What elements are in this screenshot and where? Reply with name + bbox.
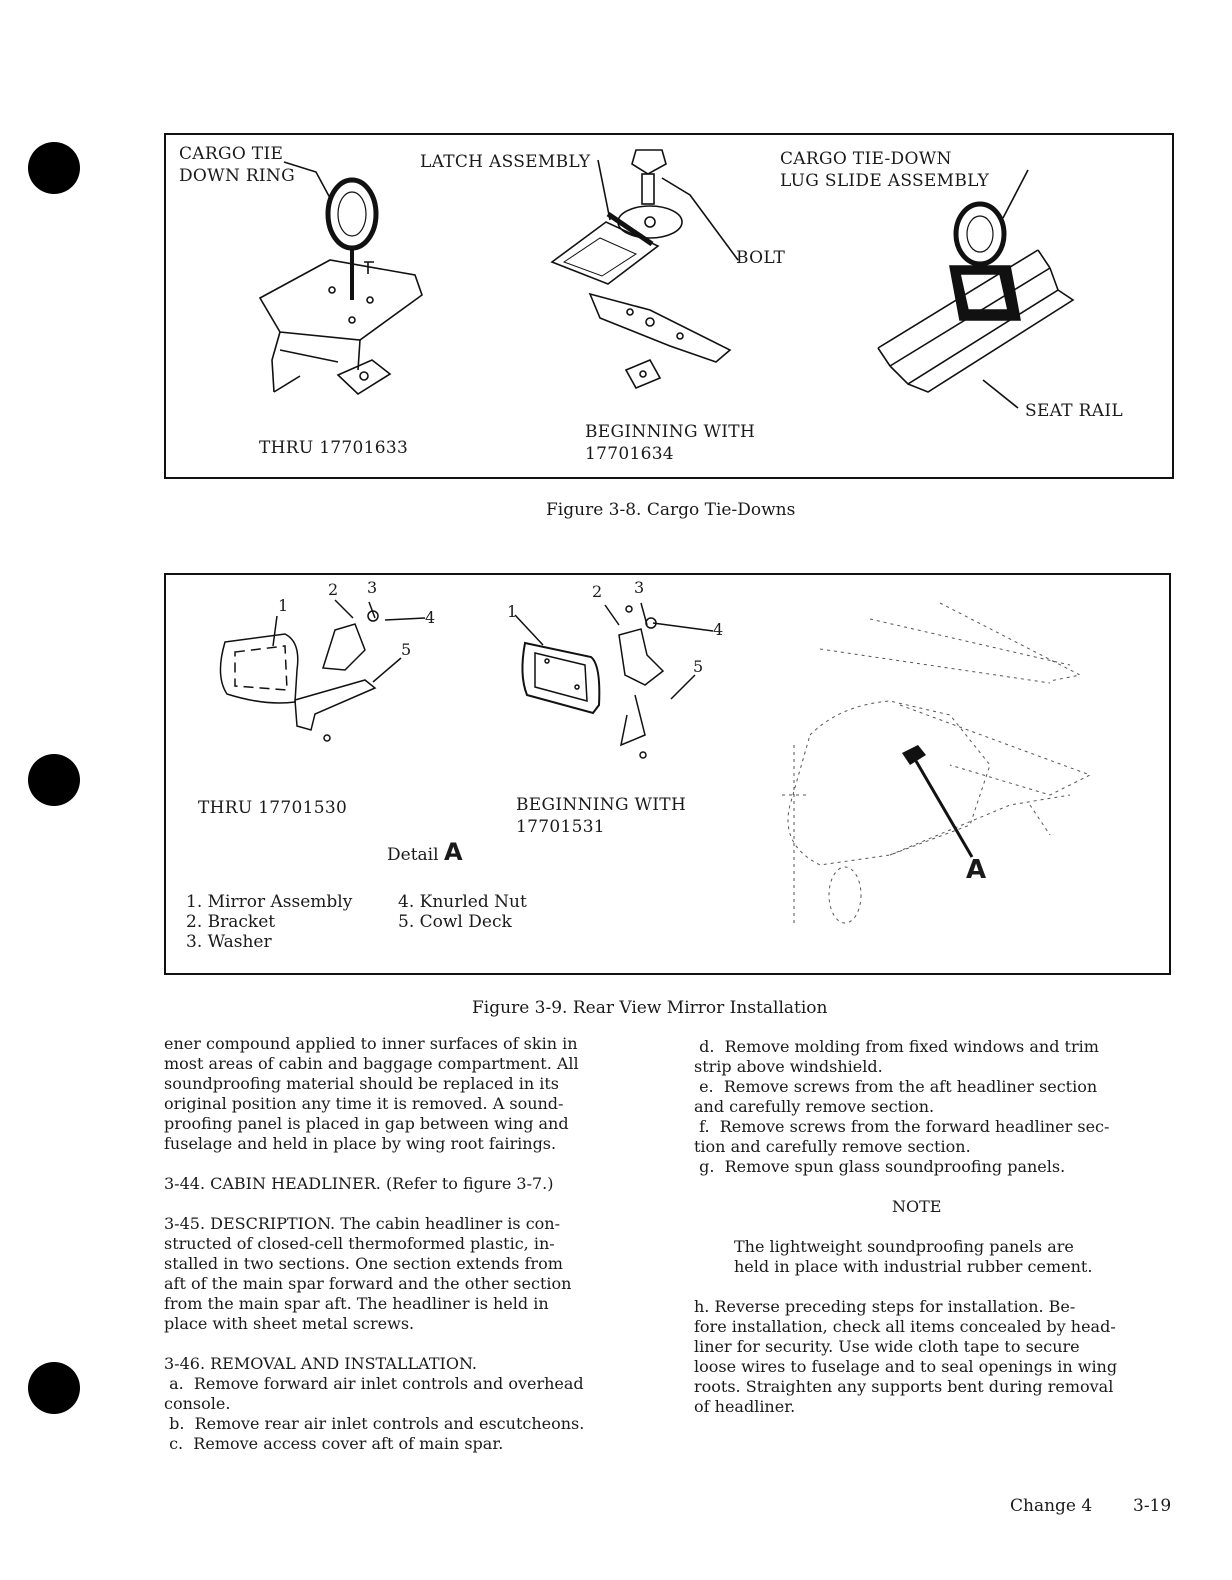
note-text-line-1: The lightweight soundproofing panels are xyxy=(734,1237,1074,1256)
legend-item-1: 1. Mirror Assembly xyxy=(186,892,353,912)
step-h-line-6: of headliner. xyxy=(694,1397,796,1416)
para-soundproofing-line-5: proofing panel is placed in gap between wing and xyxy=(164,1114,569,1133)
legend-column-2 xyxy=(398,892,527,932)
para-3-45-line-4: aft of the main spar forward and the other section xyxy=(164,1274,572,1293)
label-bolt: BOLT xyxy=(736,248,786,268)
step-a-line-1: a. Remove forward air inlet controls and overhead xyxy=(164,1374,584,1393)
step-d-line-1: d. Remove molding from fixed windows and trim xyxy=(694,1037,1099,1056)
label-thru-17701530: THRU 17701530 xyxy=(198,798,348,818)
legend-column-1 xyxy=(186,892,352,952)
label-beginning-17701531: BEGINNING WITH 17701531 xyxy=(516,795,687,837)
lug-slide-seat-rail-illustration xyxy=(868,170,1088,410)
step-g: g. Remove spun glass soundproofing panels. xyxy=(694,1157,1066,1176)
para-3-45-line-2: structed of closed-cell thermoformed plastic, in- xyxy=(164,1234,555,1253)
right-column xyxy=(694,1037,1184,1417)
binder-hole-bottom xyxy=(28,1362,80,1414)
step-b: b. Remove rear air inlet controls and escutcheons. xyxy=(164,1414,585,1433)
legend-item-3: 3. Washer xyxy=(186,932,272,952)
step-c: c. Remove access cover aft of main spar. xyxy=(164,1434,504,1453)
callout-4-right: 4 xyxy=(713,620,724,639)
heading-3-46: 3-46. REMOVAL AND INSTALLATION. xyxy=(164,1354,477,1373)
label-beginning-17701634: BEGINNING WITH 17701634 xyxy=(585,422,756,464)
label-cargo-tie-down-ring: CARGO TIE DOWN RING xyxy=(179,144,295,186)
callout-2-left: 2 xyxy=(328,580,339,599)
para-soundproofing-line-3: soundproofing material should be replaced in its xyxy=(164,1074,560,1093)
step-d-line-2: strip above windshield. xyxy=(694,1057,883,1076)
step-e-line-1: e. Remove screws from the aft headliner section xyxy=(694,1077,1098,1096)
label-thru-17701633: THRU 17701633 xyxy=(259,438,409,458)
legend-item-2: 2. Bracket xyxy=(186,912,276,932)
step-h-line-1: h. Reverse preceding steps for installation. Be- xyxy=(694,1297,1076,1316)
label-latch-assembly: LATCH ASSEMBLY xyxy=(420,152,591,172)
callout-2-right: 2 xyxy=(592,582,603,601)
mirror-assembly-early-illustration xyxy=(205,590,445,760)
para-soundproofing-line-1: ener compound applied to inner surfaces of skin in xyxy=(164,1034,578,1053)
para-soundproofing-line-4: original position any time it is removed. A sound- xyxy=(164,1094,564,1113)
para-3-45-line-6: place with sheet metal screws. xyxy=(164,1314,415,1333)
figure-3-8-caption: Figure 3-8. Cargo Tie-Downs xyxy=(546,500,796,520)
step-e-line-2: and carefully remove section. xyxy=(694,1097,935,1116)
aircraft-phantom-illustration xyxy=(750,595,1110,935)
left-column xyxy=(164,1034,654,1454)
footer-page-number: 3-19 xyxy=(1133,1496,1172,1516)
para-3-45-line-5: from the main spar aft. The headliner is held in xyxy=(164,1294,549,1313)
step-h-line-3: liner for security. Use wide cloth tape to secure xyxy=(694,1337,1080,1356)
para-soundproofing-line-6: fuselage and held in place by wing root fairings. xyxy=(164,1134,557,1153)
note-title: NOTE xyxy=(892,1197,942,1216)
step-a-line-2: console. xyxy=(164,1394,231,1413)
step-h-line-4: loose wires to fuselage and to seal openings in wing xyxy=(694,1357,1118,1376)
callout-1-right: 1 xyxy=(507,602,518,621)
detail-a-label: Detail A xyxy=(387,838,463,866)
callout-5-right: 5 xyxy=(693,657,704,676)
para-3-45-line-3: stalled in two sections. One section extends from xyxy=(164,1254,563,1273)
binder-hole-top xyxy=(28,142,80,194)
legend-item-5: 5. Cowl Deck xyxy=(398,912,512,932)
mirror-assembly-late-illustration xyxy=(495,595,735,775)
detail-a-letter: A xyxy=(443,838,463,866)
para-soundproofing-line-2: most areas of cabin and baggage compartment. All xyxy=(164,1054,579,1073)
step-h-line-2: fore installation, check all items concealed by head- xyxy=(694,1317,1116,1336)
step-f-line-2: tion and carefully remove section. xyxy=(694,1137,971,1156)
latch-assembly-illustration xyxy=(540,150,770,400)
binder-hole-middle xyxy=(28,754,80,806)
callout-3-right: 3 xyxy=(634,578,645,597)
callout-3-left: 3 xyxy=(367,578,378,597)
tie-down-ring-illustration xyxy=(240,150,440,410)
step-f-line-1: f. Remove screws from the forward headliner sec- xyxy=(694,1117,1110,1136)
callout-1-left: 1 xyxy=(278,596,289,615)
para-3-45-line-1: 3-45. DESCRIPTION. The cabin headliner is con- xyxy=(164,1214,561,1233)
figure-3-9-caption: Figure 3-9. Rear View Mirror Installation xyxy=(472,998,828,1018)
legend-item-4: 4. Knurled Nut xyxy=(398,892,527,912)
heading-3-44: 3-44. CABIN HEADLINER. (Refer to figure 3-7.) xyxy=(164,1174,554,1193)
callout-4-left: 4 xyxy=(425,608,436,627)
callout-5-left: 5 xyxy=(401,640,412,659)
footer-change: Change 4 xyxy=(1010,1496,1093,1516)
step-h-line-5: roots. Straighten any supports bent during removal xyxy=(694,1377,1114,1396)
note-text-line-2: held in place with industrial rubber cement. xyxy=(734,1257,1093,1276)
view-a-letter: A xyxy=(966,855,987,885)
label-seat-rail: SEAT RAIL xyxy=(1025,401,1123,421)
label-cargo-tie-down-lug: CARGO TIE-DOWN LUG SLIDE ASSEMBLY xyxy=(780,149,990,191)
